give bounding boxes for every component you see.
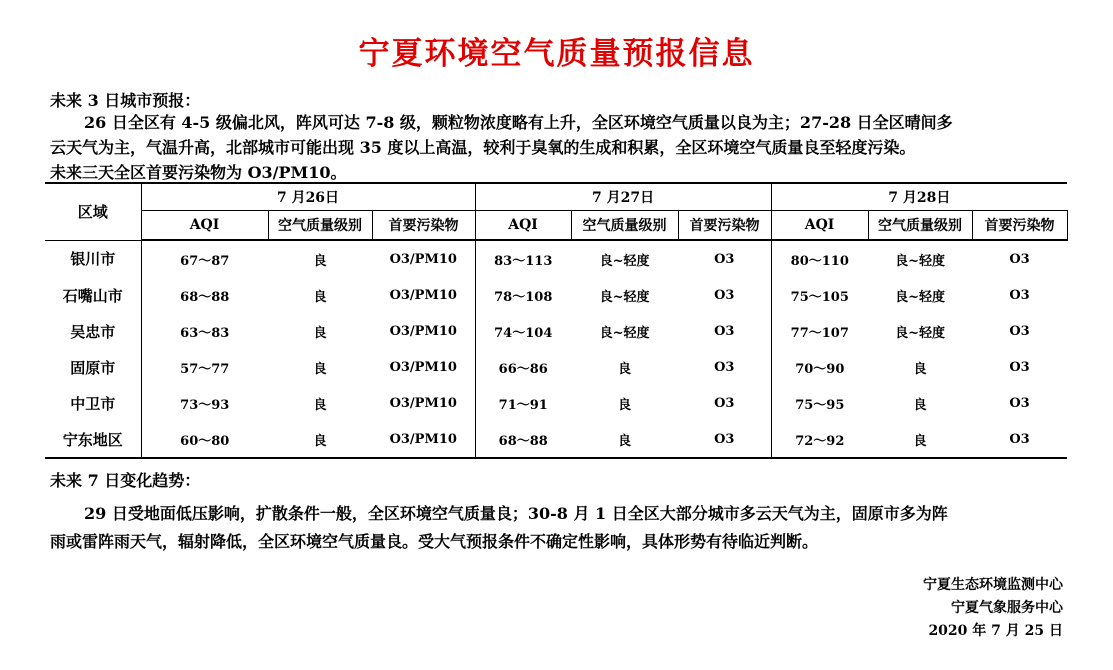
- city-name: 吴忠市: [70, 322, 116, 341]
- forecast-line-3: 未来三天全区首要污染物为 O3/PM10。: [50, 163, 347, 182]
- date-header-1: 7 月26日: [141, 183, 475, 211]
- quality-level: 良: [313, 325, 327, 341]
- primary-pollutant: O3/PM10: [389, 251, 457, 267]
- aqi-value: 68～88: [141, 277, 268, 313]
- aqi-value: 77～107: [771, 313, 868, 349]
- primary-pollutant: O3: [714, 359, 735, 375]
- issue-date: 2020 年 7 月 25 日: [928, 623, 1063, 639]
- trend-line-2: 雨或雷阵雨天气，辐射降低，全区环境空气质量良。受大气预报条件不确定性影响，具体形势有待临近判断。: [50, 532, 819, 551]
- quality-level: 良: [313, 289, 327, 305]
- quality-level: 良: [618, 361, 632, 377]
- primary-pollutant: O3: [678, 421, 771, 458]
- aqi-value: 63～83: [141, 313, 268, 349]
- pollutant-header: 首要污染物: [372, 211, 475, 241]
- quality-level: 良: [313, 361, 327, 377]
- quality-level: 良: [571, 421, 678, 458]
- quality-level: 良~轻度: [895, 325, 945, 341]
- aqi-value: 83～113: [475, 240, 571, 277]
- aqi-value: 78～108: [475, 277, 571, 313]
- level-header: 空气质量级别: [268, 211, 372, 241]
- aqi-value: 75～105: [771, 277, 868, 313]
- table-row: [45, 421, 1067, 458]
- issuer-org-2: 宁夏气象服务中心: [951, 600, 1063, 616]
- aqi-value: 72～92: [771, 421, 868, 458]
- primary-pollutant: O3/PM10: [389, 323, 457, 339]
- quality-level: 良: [913, 397, 927, 413]
- table-row: [45, 240, 1067, 277]
- city-name: 中卫市: [70, 394, 116, 413]
- quality-level: 良: [618, 397, 632, 413]
- primary-pollutant: O3: [1009, 323, 1030, 339]
- quality-level: 良~轻度: [599, 289, 650, 305]
- trend-7day-heading: 未来 7 日变化趋势：: [50, 471, 201, 490]
- quality-level: 良~轻度: [895, 289, 945, 305]
- pollutant-header: 首要污染物: [972, 211, 1067, 241]
- quality-level: 良: [913, 361, 927, 377]
- level-header: 空气质量级别: [868, 211, 972, 241]
- level-header: 空气质量级别: [571, 211, 678, 241]
- table-row: [45, 313, 1067, 349]
- region-header: 区域: [45, 183, 141, 240]
- primary-pollutant: O3: [714, 251, 735, 267]
- aqi-value: 70～90: [771, 349, 868, 385]
- pollutant-header: 首要污染物: [678, 211, 771, 241]
- aqi-value: 67～87: [141, 240, 268, 277]
- quality-level: 良~轻度: [895, 253, 945, 269]
- aqi-header: AQI: [475, 211, 571, 241]
- aqi-forecast-table: [45, 182, 1068, 459]
- aqi-value: 80～110: [771, 240, 868, 277]
- aqi-value: 71～91: [475, 385, 571, 421]
- table-row: [45, 277, 1067, 313]
- city-name: 石嘴山市: [62, 286, 123, 305]
- aqi-value: 73～93: [141, 385, 268, 421]
- primary-pollutant: O3/PM10: [372, 421, 475, 458]
- issuer-org-1: 宁夏生态环境监测中心: [923, 577, 1063, 593]
- aqi-header: AQI: [771, 211, 868, 241]
- quality-level: 良~轻度: [599, 253, 650, 269]
- aqi-value: 66～86: [475, 349, 571, 385]
- primary-pollutant: O3/PM10: [389, 395, 457, 411]
- aqi-value: 75～95: [771, 385, 868, 421]
- primary-pollutant: O3: [714, 395, 735, 411]
- forecast-line-2: 云天气为主，气温升高，北部城市可能出现 35 度以上高温，较利于臭氧的生成和积累，全区环境空气质量良至轻度污染。: [50, 138, 916, 157]
- city-name: 固原市: [70, 358, 116, 377]
- primary-pollutant: O3: [714, 323, 735, 339]
- date-header-3: 7 月28日: [771, 183, 1067, 211]
- table-row: [45, 349, 1067, 385]
- trend-7day-text: [50, 500, 1070, 556]
- quality-level: 良: [268, 421, 372, 458]
- primary-pollutant: O3/PM10: [389, 359, 457, 375]
- quality-level: 良: [313, 253, 327, 269]
- aqi-value: 74～104: [475, 313, 571, 349]
- quality-level: 良~轻度: [599, 325, 650, 341]
- primary-pollutant: O3: [1009, 287, 1030, 303]
- page-title: 宁夏环境空气质量预报信息: [358, 36, 755, 72]
- primary-pollutant: O3: [1009, 359, 1030, 375]
- city-name: 宁东地区: [45, 421, 141, 458]
- forecast-line-1: 26 日全区有 4-5 级偏北风，阵风可达 7-8 级，颗粒物浓度略有上升，全区环境空气质量以良为主；27-28 日全区晴间多: [84, 113, 953, 132]
- forecast-3day-text: [50, 110, 1070, 185]
- quality-level: 良: [868, 421, 972, 458]
- primary-pollutant: O3: [972, 421, 1067, 458]
- primary-pollutant: O3/PM10: [389, 287, 457, 303]
- trend-line-1: 29 日受地面低压影响，扩散条件一般，全区环境空气质量良；30-8 月 1 日全区大部分城市多云天气为主，固原市多为阵: [84, 504, 948, 523]
- date-header-2: 7 月27日: [475, 183, 771, 211]
- quality-level: 良: [313, 397, 327, 413]
- aqi-value: 57～77: [141, 349, 268, 385]
- table-row: [45, 385, 1067, 421]
- aqi-value: 60～80: [141, 421, 268, 458]
- forecast-3day-heading: 未来 3 日城市预报：: [50, 91, 201, 110]
- aqi-value: 68～88: [475, 421, 571, 458]
- issuer-block: [923, 574, 1063, 643]
- primary-pollutant: O3: [1009, 251, 1030, 267]
- primary-pollutant: O3: [1009, 395, 1030, 411]
- aqi-header: AQI: [141, 211, 268, 241]
- city-name: 银川市: [70, 250, 116, 269]
- primary-pollutant: O3: [714, 287, 735, 303]
